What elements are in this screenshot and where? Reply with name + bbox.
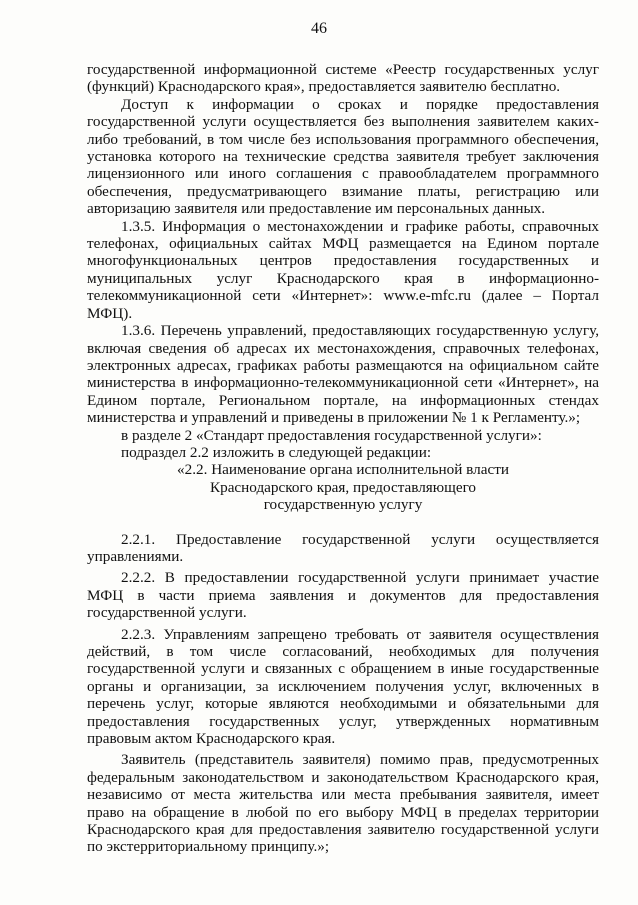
paragraph: 2.2.1. Предоставление государственной услуги осуществляется управлениями. [87, 530, 599, 565]
paragraph: в разделе 2 «Стандарт предоставления государственной услуги»: [121, 426, 542, 444]
paragraph: подраздел 2.2 изложить в следующей редакции: [121, 443, 432, 461]
paragraph: государственной информационной системе «Реестр государственных услуг (функций) Краснодарского края», предоставляется заявителю бесплатно. [87, 61, 599, 96]
spacer [87, 514, 599, 531]
section-heading-line: государственную услугу [263, 496, 423, 514]
page-number: 46 [311, 20, 327, 37]
section-heading-line: «2.2. Наименование органа исполнительной власти [177, 461, 509, 479]
section-heading-line: Краснодарского края, предоставляющего [209, 478, 477, 496]
paragraph: 1.3.5. Информация о местонахождении и графике работы, справочных телефонах, официальных сайтах МФЦ размещается на Едином портале многофункциональных центров предоставления государственных и муниципальных услуг Краснодарского края в информационно-телекоммуникационной сети «Интернет»: www.e-mfc.ru (далее – Портал МФЦ). [87, 217, 599, 322]
paragraph: Заявитель (представитель заявителя) помимо прав, предусмотренных федеральным законодательством и законодательством Краснодарского края, независимо от места жительства или места пребывания заявителя, имеет право на обращение в любой по его выбору МФЦ в пределах территории Краснодарского края для предоставления заявителю государственной услуги по экстерриториальному принципу.»; [87, 751, 599, 856]
paragraph: Доступ к информации о сроках и порядке предоставления государственной услуги осуществляется без выполнения заявителем каких-либо требований, в том числе без использования программного обеспечения, установка которого на технические средства заявителя требует заключения лицензионного или иного соглашения с правообладателем программного обеспечения, предусматривающего взимание платы, регистрацию или авторизацию заявителя или предоставление им персональных данных. [87, 95, 599, 218]
paragraph: 1.3.6. Перечень управлений, предоставляющих государственную услугу, включая сведения об адресах их местонахождения, справочных телефонах, электронных адресах, графиках работы размещаются на официальном сайте министерства в информационно-телекоммуникационной сети «Интернет», на Едином портале, Региональном портале, на информационных стендах министерства и управлений и приведены в приложении № 1 к Регламенту.»; [87, 322, 599, 427]
paragraph: 2.2.3. Управлениям запрещено требовать от заявителя осуществления действий, в том числе согласований, необходимых для получения государственной услуги и связанных с обращением в иные государственные органы и организации, за исключением получения услуг, включенных в перечень услуг, которые являются необходимыми и обязательными для предоставления государственных услуг, утвержденных нормативным правовым актом Краснодарского края. [87, 625, 599, 748]
paragraph: 2.2.2. В предоставлении государственной услуги принимает участие МФЦ в части приема заявления и документов для предоставления государственной услуги. [87, 569, 599, 622]
document-body [87, 61, 599, 856]
